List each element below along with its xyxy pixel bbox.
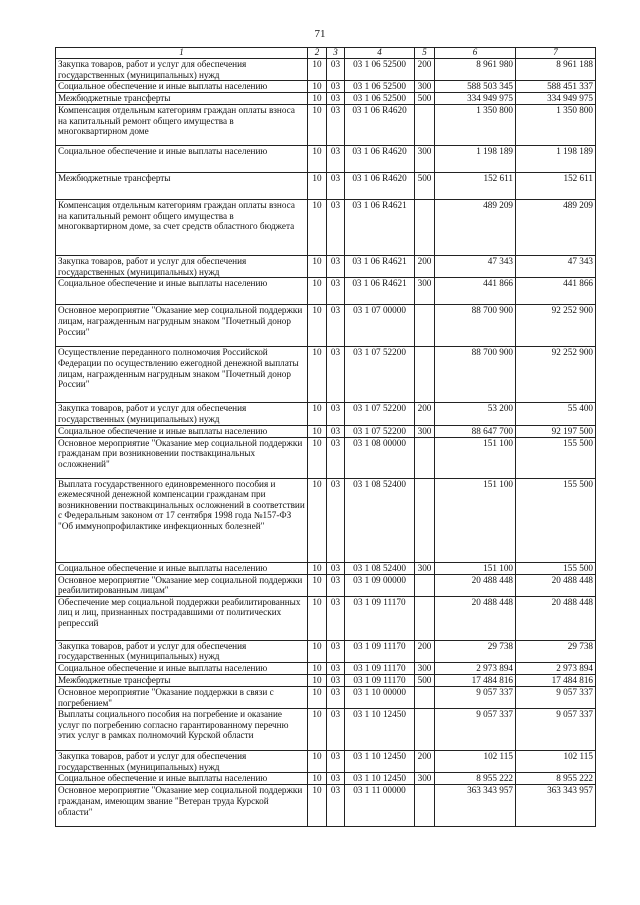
cell-name: Осуществление переданного полномочия Российской Федерации по осуществлению ежегодной денежной выплаты лицам, награжденным нагрудным знаком "Почетный донор России" (56, 347, 308, 403)
cell-target-article: 03 1 09 11170 (345, 662, 415, 674)
cell-amount-year-2: 588 451 337 (516, 81, 596, 93)
table-row (56, 751, 596, 773)
cell-amount-year-2: 92 252 900 (516, 305, 596, 347)
cell-subsection: 03 (327, 93, 345, 105)
cell-expense-type (415, 478, 435, 562)
cell-expense-type: 300 (415, 425, 435, 437)
cell-subsection: 03 (327, 347, 345, 403)
cell-amount-year-1: 152 611 (435, 173, 516, 200)
cell-amount-year-2: 47 343 (516, 256, 596, 278)
cell-subsection: 03 (327, 146, 345, 173)
cell-target-article: 03 1 07 52200 (345, 347, 415, 403)
cell-amount-year-1: 47 343 (435, 256, 516, 278)
table-row (56, 305, 596, 347)
cell-name: Межбюджетные трансферты (56, 674, 308, 686)
cell-amount-year-1: 53 200 (435, 403, 516, 425)
cell-section: 10 (308, 305, 327, 347)
table-row (56, 93, 596, 105)
header-col-1: 1 (56, 48, 308, 59)
cell-amount-year-2: 9 057 337 (516, 686, 596, 708)
cell-target-article: 03 1 06 52500 (345, 81, 415, 93)
cell-name: Основное мероприятие "Оказание мер социальной поддержки лицам, награжденным нагрудным знаком "Почетный донор России" (56, 305, 308, 347)
cell-section: 10 (308, 93, 327, 105)
cell-name: Социальное обеспечение и иные выплаты населению (56, 278, 308, 305)
cell-amount-year-2: 152 611 (516, 173, 596, 200)
table-row (56, 146, 596, 173)
cell-target-article: 03 1 08 52400 (345, 478, 415, 562)
cell-expense-type (415, 574, 435, 596)
cell-amount-year-2: 8 955 222 (516, 773, 596, 785)
cell-target-article: 03 1 06 R4620 (345, 146, 415, 173)
cell-subsection: 03 (327, 425, 345, 437)
cell-subsection: 03 (327, 773, 345, 785)
cell-section: 10 (308, 686, 327, 708)
header-col-7: 7 (516, 48, 596, 59)
cell-amount-year-2: 489 209 (516, 200, 596, 256)
cell-subsection: 03 (327, 596, 345, 640)
cell-subsection: 03 (327, 674, 345, 686)
cell-target-article: 03 1 11 00000 (345, 785, 415, 827)
cell-subsection: 03 (327, 686, 345, 708)
cell-expense-type: 300 (415, 146, 435, 173)
cell-subsection: 03 (327, 59, 345, 81)
cell-target-article: 03 1 06 R4620 (345, 173, 415, 200)
cell-name: Закупка товаров, работ и услуг для обеспечения государственных (муниципальных) нужд (56, 403, 308, 425)
cell-name: Основное мероприятие "Оказание поддержки в связи с погребением" (56, 686, 308, 708)
cell-amount-year-1: 102 115 (435, 751, 516, 773)
cell-amount-year-1: 1 198 189 (435, 146, 516, 173)
cell-amount-year-1: 9 057 337 (435, 686, 516, 708)
cell-name: Социальное обеспечение и иные выплаты населению (56, 81, 308, 93)
cell-target-article: 03 1 09 11170 (345, 640, 415, 662)
cell-amount-year-2: 20 488 448 (516, 574, 596, 596)
header-col-6: 6 (435, 48, 516, 59)
table-row (56, 278, 596, 305)
cell-section: 10 (308, 596, 327, 640)
cell-subsection: 03 (327, 751, 345, 773)
cell-expense-type: 200 (415, 59, 435, 81)
cell-expense-type: 300 (415, 278, 435, 305)
table-row (56, 200, 596, 256)
cell-amount-year-2: 155 500 (516, 437, 596, 478)
cell-target-article: 03 1 10 12450 (345, 709, 415, 751)
cell-amount-year-2: 334 949 975 (516, 93, 596, 105)
cell-expense-type: 500 (415, 93, 435, 105)
cell-name: Межбюджетные трансферты (56, 173, 308, 200)
table-row (56, 347, 596, 403)
header-col-5: 5 (415, 48, 435, 59)
cell-target-article: 03 1 10 00000 (345, 686, 415, 708)
table-row (56, 574, 596, 596)
cell-section: 10 (308, 59, 327, 81)
table-row (56, 686, 596, 708)
cell-expense-type (415, 200, 435, 256)
cell-name: Социальное обеспечение и иные выплаты населению (56, 662, 308, 674)
cell-section: 10 (308, 200, 327, 256)
cell-amount-year-2: 9 057 337 (516, 709, 596, 751)
cell-section: 10 (308, 773, 327, 785)
cell-amount-year-2: 155 500 (516, 478, 596, 562)
cell-section: 10 (308, 574, 327, 596)
cell-expense-type (415, 305, 435, 347)
budget-table (55, 47, 596, 827)
cell-name: Выплата государственного единовременного пособия и ежемесячной денежной компенсации гражданам при возникновении поствакцинальных осложнений в соответствии с Федеральным законом от 17 сентября 1998 года №157-ФЗ "Об иммунопрофилактике инфекционных болезней" (56, 478, 308, 562)
table-row (56, 785, 596, 827)
cell-amount-year-1: 489 209 (435, 200, 516, 256)
cell-section: 10 (308, 256, 327, 278)
cell-name: Обеспечение мер социальной поддержки реабилитированных лиц и лиц, признанных пострадавшими от политических репрессий (56, 596, 308, 640)
cell-amount-year-2: 8 961 188 (516, 59, 596, 81)
cell-target-article: 03 1 06 R4621 (345, 278, 415, 305)
cell-section: 10 (308, 709, 327, 751)
cell-expense-type: 200 (415, 751, 435, 773)
cell-section: 10 (308, 278, 327, 305)
table-row (56, 59, 596, 81)
cell-target-article: 03 1 07 00000 (345, 305, 415, 347)
cell-amount-year-1: 1 350 800 (435, 105, 516, 146)
cell-name: Закупка товаров, работ и услуг для обеспечения государственных (муниципальных) нужд (56, 751, 308, 773)
cell-section: 10 (308, 562, 327, 574)
header-col-2: 2 (308, 48, 327, 59)
cell-amount-year-1: 20 488 448 (435, 596, 516, 640)
table-row (56, 562, 596, 574)
cell-section: 10 (308, 105, 327, 146)
cell-expense-type (415, 686, 435, 708)
cell-amount-year-1: 20 488 448 (435, 574, 516, 596)
cell-subsection: 03 (327, 640, 345, 662)
table-row (56, 662, 596, 674)
table-row (56, 81, 596, 93)
cell-target-article: 03 1 07 52200 (345, 425, 415, 437)
cell-target-article: 03 1 06 52500 (345, 93, 415, 105)
cell-amount-year-2: 55 400 (516, 403, 596, 425)
table-row (56, 437, 596, 478)
cell-target-article: 03 1 10 12450 (345, 773, 415, 785)
header-col-3: 3 (327, 48, 345, 59)
cell-expense-type: 500 (415, 173, 435, 200)
cell-expense-type (415, 105, 435, 146)
cell-amount-year-1: 88 700 900 (435, 347, 516, 403)
cell-expense-type (415, 596, 435, 640)
table-body (56, 59, 596, 827)
cell-target-article: 03 1 06 R4620 (345, 105, 415, 146)
cell-target-article: 03 1 09 11170 (345, 674, 415, 686)
cell-name: Социальное обеспечение и иные выплаты населению (56, 425, 308, 437)
table-row (56, 674, 596, 686)
cell-subsection: 03 (327, 785, 345, 827)
cell-name: Выплаты социального пособия на погребение и оказание услуг по погребению согласно гарантированному перечню этих услуг в рамках полномочий Курской области (56, 709, 308, 751)
cell-expense-type: 500 (415, 674, 435, 686)
table-row (56, 773, 596, 785)
cell-target-article: 03 1 09 00000 (345, 574, 415, 596)
cell-amount-year-1: 9 057 337 (435, 709, 516, 751)
cell-subsection: 03 (327, 256, 345, 278)
cell-expense-type (415, 785, 435, 827)
cell-amount-year-2: 363 343 957 (516, 785, 596, 827)
cell-expense-type (415, 347, 435, 403)
cell-section: 10 (308, 437, 327, 478)
cell-amount-year-1: 29 738 (435, 640, 516, 662)
cell-section: 10 (308, 662, 327, 674)
cell-expense-type (415, 709, 435, 751)
cell-expense-type: 200 (415, 640, 435, 662)
cell-amount-year-1: 88 700 900 (435, 305, 516, 347)
cell-target-article: 03 1 06 R4621 (345, 200, 415, 256)
cell-section: 10 (308, 674, 327, 686)
cell-amount-year-1: 151 100 (435, 437, 516, 478)
table-row (56, 105, 596, 146)
cell-subsection: 03 (327, 437, 345, 478)
cell-section: 10 (308, 425, 327, 437)
cell-section: 10 (308, 478, 327, 562)
cell-name: Социальное обеспечение и иные выплаты населению (56, 146, 308, 173)
cell-amount-year-2: 1 350 800 (516, 105, 596, 146)
cell-subsection: 03 (327, 478, 345, 562)
cell-target-article: 03 1 09 11170 (345, 596, 415, 640)
page-number: 71 (314, 28, 326, 40)
cell-amount-year-1: 2 973 894 (435, 662, 516, 674)
cell-target-article: 03 1 06 R4621 (345, 256, 415, 278)
cell-section: 10 (308, 751, 327, 773)
cell-amount-year-1: 441 866 (435, 278, 516, 305)
cell-amount-year-2: 92 252 900 (516, 347, 596, 403)
cell-section: 10 (308, 173, 327, 200)
cell-name: Закупка товаров, работ и услуг для обеспечения государственных (муниципальных) нужд (56, 59, 308, 81)
cell-amount-year-2: 441 866 (516, 278, 596, 305)
cell-amount-year-2: 155 500 (516, 562, 596, 574)
cell-expense-type: 300 (415, 562, 435, 574)
cell-target-article: 03 1 08 52400 (345, 562, 415, 574)
cell-section: 10 (308, 347, 327, 403)
cell-amount-year-2: 29 738 (516, 640, 596, 662)
cell-subsection: 03 (327, 200, 345, 256)
cell-name: Межбюджетные трансферты (56, 93, 308, 105)
cell-amount-year-1: 8 955 222 (435, 773, 516, 785)
cell-section: 10 (308, 403, 327, 425)
cell-name: Основное мероприятие "Оказание мер социальной поддержки гражданам, имеющим звание "Ветеран труда Курской области" (56, 785, 308, 827)
cell-amount-year-1: 334 949 975 (435, 93, 516, 105)
table-row (56, 256, 596, 278)
cell-target-article: 03 1 07 52200 (345, 403, 415, 425)
cell-amount-year-2: 92 197 500 (516, 425, 596, 437)
table-header-row (56, 48, 596, 59)
cell-subsection: 03 (327, 278, 345, 305)
cell-amount-year-1: 8 961 980 (435, 59, 516, 81)
cell-name: Закупка товаров, работ и услуг для обеспечения государственных (муниципальных) нужд (56, 256, 308, 278)
cell-subsection: 03 (327, 105, 345, 146)
cell-amount-year-1: 88 647 700 (435, 425, 516, 437)
cell-section: 10 (308, 81, 327, 93)
cell-subsection: 03 (327, 562, 345, 574)
cell-amount-year-2: 1 198 189 (516, 146, 596, 173)
cell-subsection: 03 (327, 709, 345, 751)
cell-section: 10 (308, 146, 327, 173)
cell-amount-year-2: 20 488 448 (516, 596, 596, 640)
cell-subsection: 03 (327, 81, 345, 93)
table-row (56, 596, 596, 640)
cell-name: Социальное обеспечение и иные выплаты населению (56, 773, 308, 785)
header-col-4: 4 (345, 48, 415, 59)
table-row (56, 403, 596, 425)
cell-amount-year-1: 363 343 957 (435, 785, 516, 827)
table-row (56, 173, 596, 200)
cell-amount-year-1: 151 100 (435, 478, 516, 562)
cell-expense-type: 300 (415, 81, 435, 93)
cell-name: Закупка товаров, работ и услуг для обеспечения государственных (муниципальных) нужд (56, 640, 308, 662)
cell-target-article: 03 1 10 12450 (345, 751, 415, 773)
cell-name: Компенсация отдельным категориям граждан оплаты взноса на капитальный ремонт общего имущества в многоквартирном доме, за счет средств областного бюджета (56, 200, 308, 256)
cell-amount-year-1: 588 503 345 (435, 81, 516, 93)
cell-expense-type (415, 437, 435, 478)
cell-amount-year-2: 102 115 (516, 751, 596, 773)
table-row (56, 425, 596, 437)
cell-name: Основное мероприятие "Оказание мер социальной поддержки реабилитированным лицам" (56, 574, 308, 596)
cell-name: Социальное обеспечение и иные выплаты населению (56, 562, 308, 574)
cell-subsection: 03 (327, 403, 345, 425)
cell-target-article: 03 1 08 00000 (345, 437, 415, 478)
cell-subsection: 03 (327, 173, 345, 200)
cell-expense-type: 300 (415, 773, 435, 785)
cell-subsection: 03 (327, 662, 345, 674)
table-row (56, 478, 596, 562)
cell-section: 10 (308, 640, 327, 662)
table-row (56, 640, 596, 662)
cell-expense-type: 200 (415, 256, 435, 278)
cell-amount-year-1: 151 100 (435, 562, 516, 574)
cell-amount-year-1: 17 484 816 (435, 674, 516, 686)
cell-target-article: 03 1 06 52500 (345, 59, 415, 81)
cell-name: Основное мероприятие "Оказание мер социальной поддержки гражданам при возникновении поствакцинальных осложнений" (56, 437, 308, 478)
table-row (56, 709, 596, 751)
cell-subsection: 03 (327, 305, 345, 347)
cell-name: Компенсация отдельным категориям граждан оплаты взноса на капитальный ремонт общего имущества в многоквартирном доме (56, 105, 308, 146)
cell-amount-year-2: 17 484 816 (516, 674, 596, 686)
cell-expense-type: 300 (415, 662, 435, 674)
cell-amount-year-2: 2 973 894 (516, 662, 596, 674)
cell-expense-type: 200 (415, 403, 435, 425)
cell-section: 10 (308, 785, 327, 827)
cell-subsection: 03 (327, 574, 345, 596)
